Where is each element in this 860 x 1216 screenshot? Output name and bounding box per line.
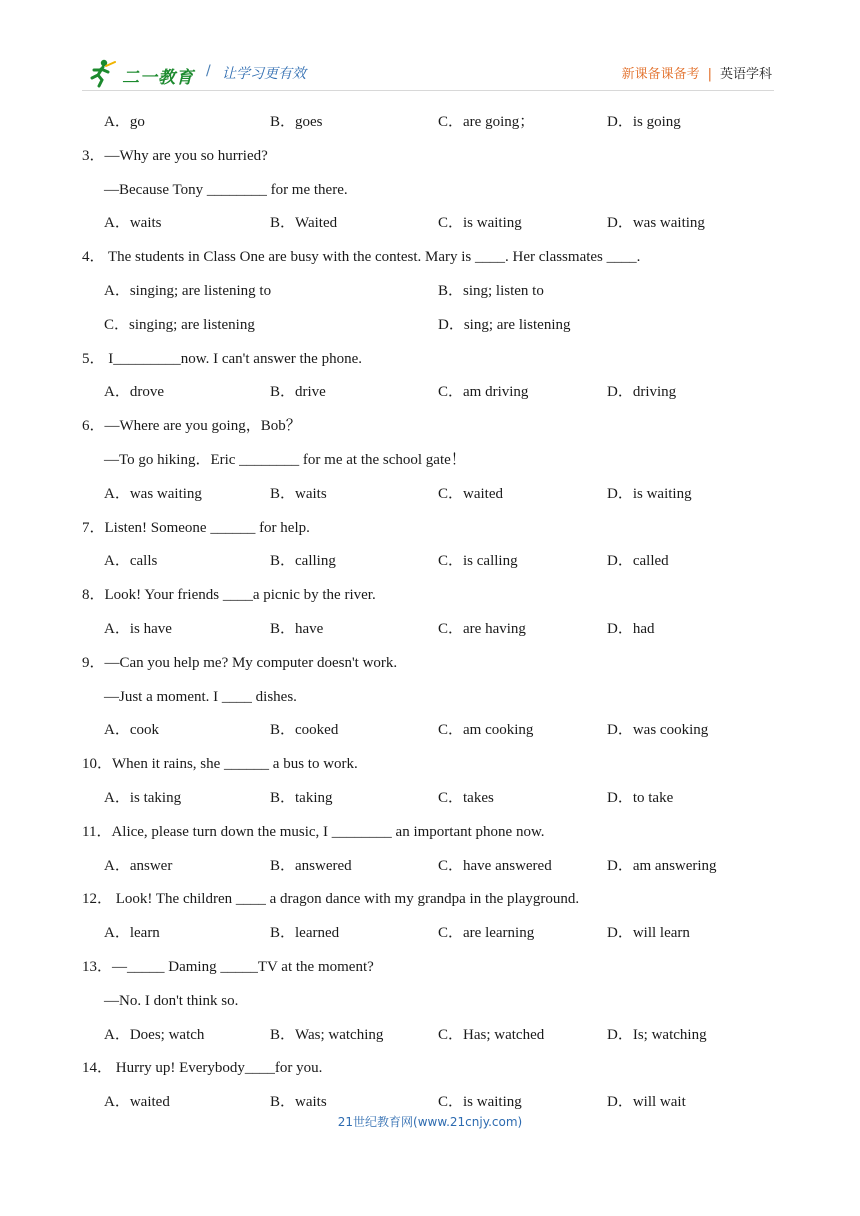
option-b: B．taking — [270, 790, 333, 806]
dialogue-line: —Because Tony ________ for me there. — [104, 182, 348, 198]
option-d: D．was waiting — [607, 215, 705, 231]
option-a: A．Does; watch — [104, 1027, 205, 1043]
option-b: B．calling — [270, 553, 336, 569]
question-stem: 5． I_________now. I can't answer the phone. — [82, 351, 362, 367]
dialogue-line: —Just a moment. I ____ dishes. — [104, 689, 297, 705]
option-d: D．will learn — [607, 925, 690, 941]
option-a: A．waits — [104, 215, 162, 231]
option-b: B．answered — [270, 858, 352, 874]
header-right — [622, 63, 772, 82]
option-d: D．am answering — [607, 858, 717, 874]
option-b: B．goes — [270, 114, 323, 130]
question-stem: 14． Hurry up! Everybody____for you. — [82, 1060, 323, 1076]
question-stem: 10．When it rains, she ______ a bus to work. — [82, 756, 358, 772]
option-b: B．waits — [270, 1094, 327, 1110]
option-a: A．drove — [104, 384, 164, 400]
question-stem: 7．Listen! Someone ______ for help. — [82, 520, 310, 536]
option-right: B．sing; listen to — [438, 283, 544, 299]
option-a: A．learn — [104, 925, 160, 941]
option-d: D．driving — [607, 384, 677, 400]
option-b: B．cooked — [270, 722, 339, 738]
option-a: A．cook — [104, 722, 159, 738]
option-b: B．Was; watching — [270, 1027, 384, 1043]
page-header — [82, 56, 774, 91]
option-c: C．waited — [438, 486, 503, 502]
option-a: A．waited — [104, 1094, 170, 1110]
tagline: 让学习更有效 — [222, 66, 306, 82]
option-b: B．drive — [270, 384, 326, 400]
option-d: D．will wait — [607, 1094, 686, 1110]
option-b: B．waits — [270, 486, 327, 502]
option-d: D．is going — [607, 114, 681, 130]
option-c: C．are having — [438, 621, 526, 637]
question-stem: 3．—Why are you so hurried? — [82, 148, 268, 164]
option-b: B．learned — [270, 925, 340, 941]
page-footer: 21世纪教育网(www.21cnjy.com) — [337, 1115, 523, 1129]
option-left: A．singing; are listening to — [104, 283, 272, 299]
running-figure-logo-icon — [86, 58, 116, 88]
brand-name: 二一教育 — [122, 68, 194, 88]
option-c: C．am driving — [438, 384, 529, 400]
option-a: A．answer — [104, 858, 173, 874]
option-d: D．called — [607, 553, 669, 569]
option-b: B．have — [270, 621, 324, 637]
option-c: C．is calling — [438, 553, 518, 569]
question-stem: 9．—Can you help me? My computer doesn't work. — [82, 655, 398, 671]
option-d: D．had — [607, 621, 655, 637]
question-stem: 13．—_____ Daming _____TV at the moment? — [82, 959, 374, 975]
option-right: D．sing; are listening — [438, 317, 571, 333]
question-stem: 11．Alice, please turn down the music, I ________ an important phone now. — [82, 824, 545, 840]
header-divider: | — [707, 67, 712, 82]
option-c: C．is waiting — [438, 215, 522, 231]
option-left: C．singing; are listening — [104, 317, 255, 333]
subject-label: 英语学科 — [719, 67, 772, 82]
option-b: B．Waited — [270, 215, 338, 231]
option-c: C．are learning — [438, 925, 535, 941]
dialogue-line: —No. I don't think so. — [104, 993, 239, 1009]
question-stem: 8．Look! Your friends ____a picnic by the river. — [82, 587, 376, 603]
option-a: A．is have — [104, 621, 172, 637]
option-a: A．is taking — [104, 790, 182, 806]
option-d: D．Is; watching — [607, 1027, 707, 1043]
option-a: A．was waiting — [104, 486, 202, 502]
option-c: C．takes — [438, 790, 494, 806]
option-c: C．have answered — [438, 858, 552, 874]
option-a: A．go — [104, 114, 145, 130]
question-stem: 12． Look! The children ____ a dragon dance with my grandpa in the playground. — [82, 891, 580, 907]
option-c: C．is waiting — [438, 1094, 522, 1110]
option-c: C．Has; watched — [438, 1027, 545, 1043]
option-a: A．calls — [104, 553, 158, 569]
option-c: C．am cooking — [438, 722, 534, 738]
option-c: C．are going； — [438, 114, 535, 130]
dialogue-line: —To go hiking．Eric ________ for me at the school gate！ — [104, 452, 466, 468]
question-stem: 4． The students in Class One are busy with the contest. Mary is ____. Her classmates ____. — [82, 249, 641, 265]
header-slash: / — [206, 63, 211, 79]
option-d: D．is waiting — [607, 486, 692, 502]
option-d: D．was cooking — [607, 722, 709, 738]
question-stem: 6．—Where are you going，Bob？ — [82, 418, 301, 434]
option-d: D．to take — [607, 790, 674, 806]
course-label: 新课备课备考 — [621, 67, 700, 82]
